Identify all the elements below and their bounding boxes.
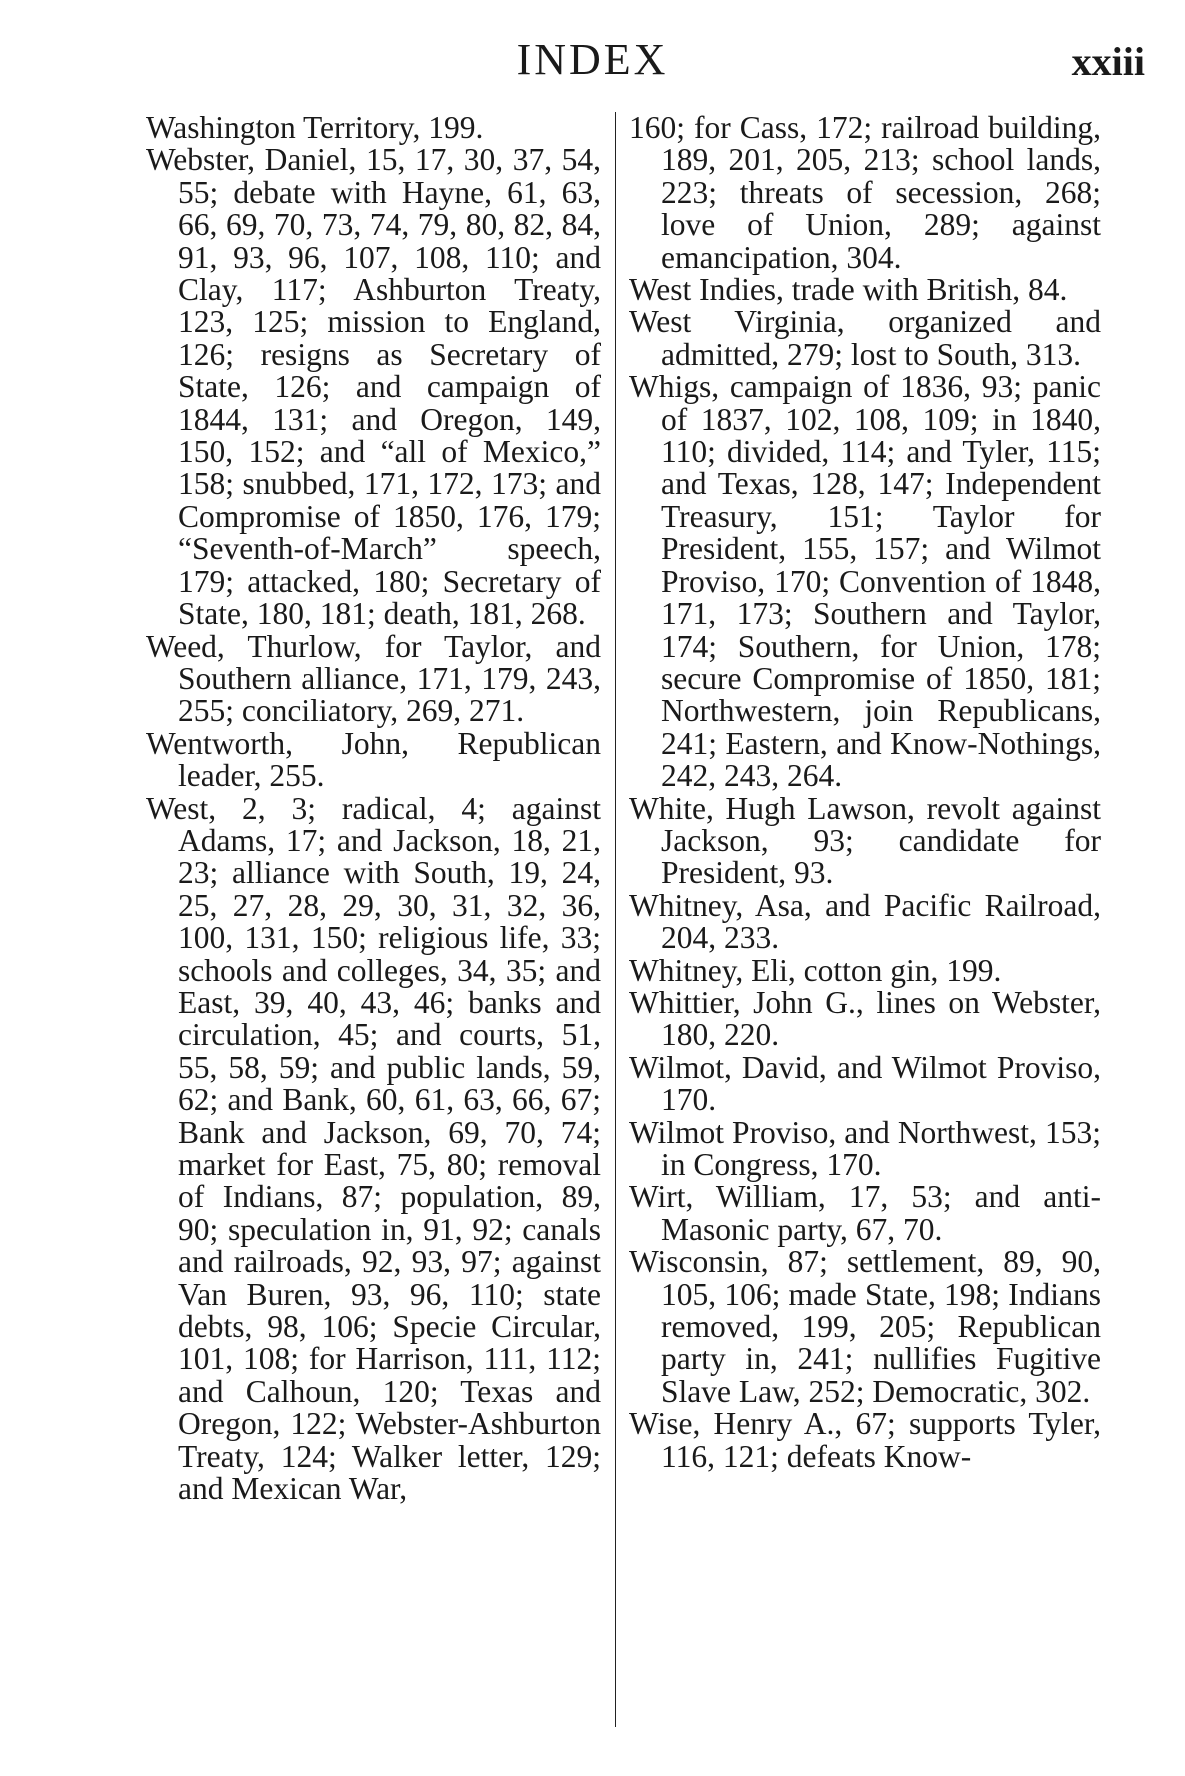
index-column-left — [146, 112, 601, 1505]
index-entry: Whigs, campaign of 1836, 93; panic of 1837, 102, 108, 109; in 1840, 110; divided, 114; and Tyler, 115; and Texas, 128, 147; Independent Treasury, 151; Taylor for President, 155, 157; and Wilmot Proviso, 170; Convention of 1848, 171, 173; Southern and Taylor, 174; Southern, for Union, 178; secure Compromise of 1850, 181; Northwestern, join Republicans, 241; Eastern, and Know-Nothings, 242, 243, 264. — [629, 369, 1101, 794]
index-entry: Whitney, Eli, cotton gin, 199. — [629, 952, 1002, 988]
index-entry: Whittier, John G., lines on Webster, 180, 220. — [629, 984, 1101, 1053]
index-entry: Wisconsin, 87; settlement, 89, 90, 105, 106; made State, 198; Indians removed, 199, 205; Republican party in, 241; nullifies Fugitive Slave Law, 252; Democratic, 302. — [629, 1244, 1101, 1409]
index-entry: White, Hugh Lawson, revolt against Jackson, 93; candidate for President, 93. — [629, 790, 1101, 891]
index-entry: West Indies, trade with British, 84. — [629, 272, 1068, 308]
index-column-right — [629, 112, 1101, 1473]
index-entry: West Virginia, organized and admitted, 279; lost to South, 313. — [629, 304, 1101, 372]
page-title: INDEX — [516, 35, 669, 84]
index-entry: Webster, Daniel, 15, 17, 30, 37, 54, 55; debate with Hayne, 61, 63, 66, 69, 70, 73, 74, 79, 80, 82, 84, 91, 93, 96, 107, 108, 110; and Clay, 117; Ashburton Treaty, 123, 125; mission to England, 126; resigns as Secretary of State, 126; and campaign of 1844, 131; and Oregon, 149, 150, 152; and “all of Mexico,” 158; snubbed, 171, 172, 173; and Compromise of 1850, 176, 179; “Seventh-of-March” speech, 179; attacked, 180; Secretary of State, 180, 181; death, 181, 268. — [146, 142, 601, 632]
page-number: xxiii — [1071, 39, 1145, 84]
index-entry: Whitney, Asa, and Pacific Railroad, 204, 233. — [629, 887, 1101, 956]
index-entry: Wise, Henry A., 67; supports Tyler, 116, 121; defeats Know- — [629, 1406, 1101, 1474]
index-entry: Wirt, William, 17, 53; and anti-Masonic party, 67, 70. — [629, 1179, 1101, 1247]
index-entry: Wentworth, John, Republican leader, 255. — [146, 725, 601, 794]
index-entry-continuation: 160; for Cass, 172; railroad building, 189, 201, 205, 213; school lands, 223; threats of secession, 268; love of Union, 289; against emancipation, 304. — [629, 110, 1101, 275]
index-entry: Wilmot Proviso, and Northwest, 153; in Congress, 170. — [629, 1114, 1101, 1182]
index-entry: Weed, Thurlow, for Taylor, and Southern alliance, 171, 179, 243, 255; conciliatory, 269, 271. — [146, 628, 601, 729]
page-header — [0, 22, 1185, 92]
index-entry: West, 2, 3; radical, 4; against Adams, 17; and Jackson, 18, 21, 23; alliance with South, 19, 24, 25, 27, 28, 29, 30, 31, 32, 36, 100, 131, 150; religious life, 33; schools and colleges, 34, 35; and East, 39, 40, 43, 46; banks and circulation, 45; and courts, 51, 55, 58, 59; and public lands, 59, 62; and Bank, 60, 61, 63, 66, 67; Bank and Jackson, 69, 70, 74; market for East, 75, 80; removal of Indians, 87; population, 89, 90; speculation in, 91, 92; canals and railroads, 92, 93, 97; against Van Buren, 93, 96, 110; state debts, 98, 106; Specie Circular, 101, 108; for Harrison, 111, 112; and Calhoun, 120; Texas and Oregon, 122; Webster-Ashburton Treaty, 124; Walker letter, 129; and Mexican War, — [146, 790, 601, 1507]
index-entry: Wilmot, David, and Wilmot Proviso, 170. — [629, 1049, 1101, 1118]
index-entry: Washington Territory, 199. — [146, 110, 484, 145]
column-divider — [615, 112, 616, 1727]
